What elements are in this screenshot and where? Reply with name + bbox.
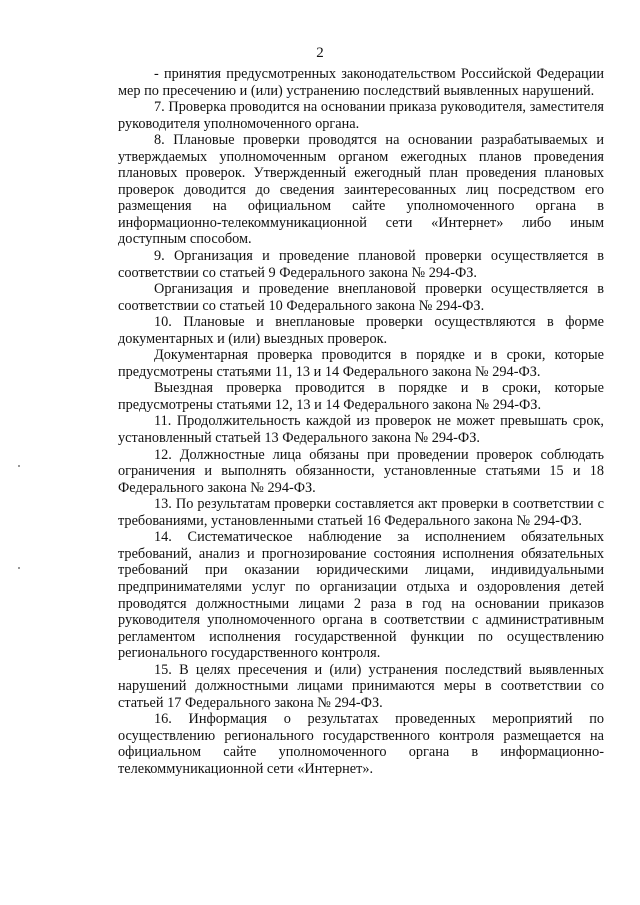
- page-number: 2: [316, 45, 324, 61]
- paragraph-clause-12: 12. Должностные лица обязаны при проведении проверок соблюдать ограничения и выполнять обязанности, установленные статьями 15 и 18 Федерального закона № 294-ФЗ.: [118, 446, 604, 496]
- margin-scan-mark: [18, 465, 20, 467]
- paragraph-clause-9: 9. Организация и проведение плановой проверки осуществляется в соответствии со статьей 9 Федерального закона № 294-ФЗ.: [118, 248, 604, 281]
- paragraph-clause-14: 14. Систематическое наблюдение за исполнением обязательных требований, анализ и прогнозирование состояния исполнения обязательных требований при оказании юридическими лицами, индивидуальными предпринимателями услуг по организации отдыха и оздоровления детей проводятся должностными лицами 2 раза в год на основании приказов руководителя уполномоченного органа в соответствии с административным регламентом исполнения государственной функции по осуществлению регионального государственного контроля.: [118, 529, 604, 662]
- paragraph-clause-16: 16. Информация о результатах проведенных мероприятий по осуществлению регионального государственного контроля размещается на официальном сайте уполномоченного органа в информационно-телекоммуникационной сети «Интернет».: [118, 711, 604, 777]
- paragraph-clause-10: 10. Плановые и внеплановые проверки осуществляются в форме документарных и (или) выездных проверок.: [118, 314, 604, 347]
- paragraph-clause-10-documentary: Документарная проверка проводится в порядке и в сроки, которые предусмотрены статьями 11, 13 и 14 Федерального закона № 294-ФЗ.: [118, 347, 604, 380]
- document-body: [118, 66, 604, 778]
- margin-scan-mark: [18, 567, 20, 569]
- paragraph-clause-7: 7. Проверка проводится на основании приказа руководителя, заместителя руководителя уполномоченного органа.: [118, 99, 604, 132]
- paragraph-clause-9-unscheduled: Организация и проведение внеплановой проверки осуществляется в соответствии со статьей 10 Федерального закона № 294-ФЗ.: [118, 281, 604, 314]
- paragraph-clause-11: 11. Продолжительность каждой из проверок не может превышать срок, установленный статьей 13 Федерального закона № 294-ФЗ.: [118, 413, 604, 447]
- paragraph-clause-10-onsite: Выездная проверка проводится в порядке и в сроки, которые предусмотрены статьями 12, 13 и 14 Федерального закона № 294-ФЗ.: [118, 380, 604, 413]
- paragraph-clause-8: 8. Плановые проверки проводятся на основании разрабатываемых и утверждаемых уполномоченным органом ежегодных планов проведения плановых проверок. Утвержденный ежегодный план проведения плановых проверок доводится до сведения заинтересованных лиц посредством его размещения на официальном сайте уполномоченного органа в информационно-телекоммуникационной сети «Интернет» либо иным доступным способом.: [118, 132, 604, 248]
- paragraph-clause-15: 15. В целях пресечения и (или) устранения последствий выявленных нарушений должностными лицами принимаются меры в соответствии со статьей 17 Федерального закона № 294-ФЗ.: [118, 661, 604, 711]
- paragraph-clause-6-end: - принятия предусмотренных законодательством Российской Федерации мер по пресечению и (или) устранению последствий выявленных нарушений.: [118, 66, 604, 99]
- paragraph-clause-13: 13. По результатам проверки составляется акт проверки в соответствии с требованиями, установленными статьей 16 Федерального закона № 294-ФЗ.: [118, 496, 604, 529]
